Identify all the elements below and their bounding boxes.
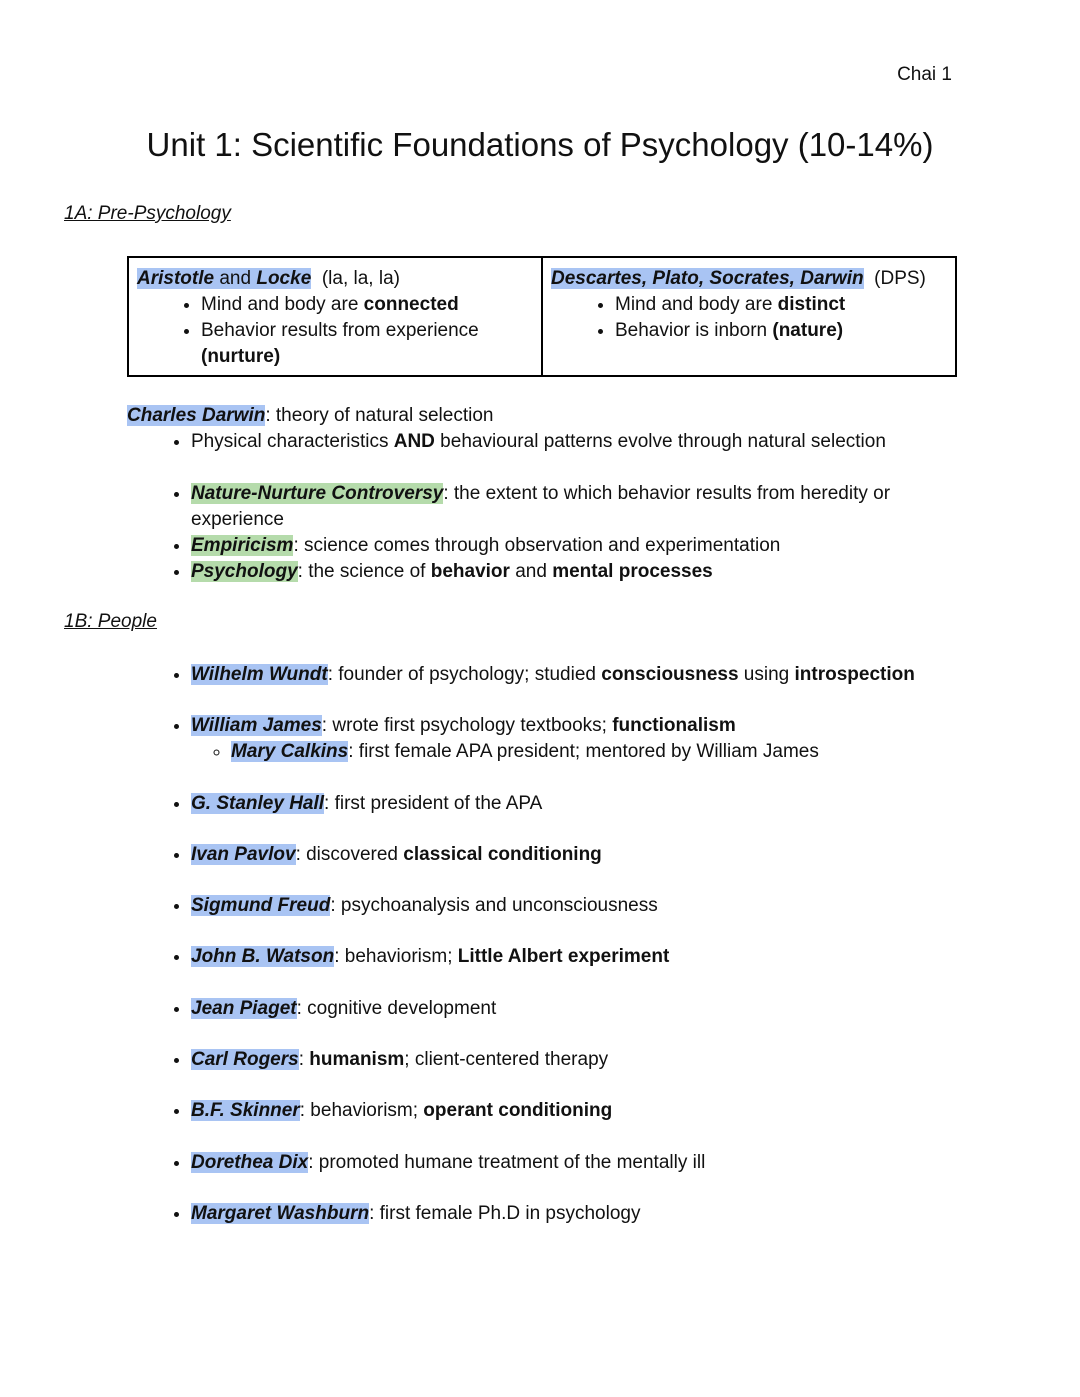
list-item-wundt: • Wilhelm Wundt: founder of psychology; studied consciousness using introspection	[191, 662, 1071, 688]
table-cell-aristotle-locke	[129, 258, 541, 375]
list-item-watson: • John B. Watson: behaviorism; Little Albert experiment	[191, 944, 1071, 970]
list-item-washburn: • Margaret Washburn: first female Ph.D in psychology	[191, 1201, 1071, 1227]
cell-tag: (DPS)	[863, 268, 926, 289]
list-item-piaget: • Jean Piaget: cognitive development	[191, 996, 1071, 1022]
list-item: • Behavior results from experience (nurture)	[201, 318, 533, 370]
cell-heading	[137, 266, 533, 292]
comparison-table	[127, 256, 957, 377]
list-item-skinner: • B.F. Skinner: behaviorism; operant conditioning	[191, 1098, 1071, 1124]
list-item-pavlov: • Ivan Pavlov: discovered classical conditioning	[191, 842, 1071, 868]
concepts-block	[127, 481, 977, 585]
section-heading-1a: 1A: Pre-Psychology	[64, 203, 231, 224]
people-list	[127, 662, 1071, 1252]
philosopher-names: Aristotle and Locke	[137, 268, 312, 289]
list-item-empiricism: • Empiricism: science comes through observation and experimentation	[191, 533, 977, 559]
list-item-psychology: • Psychology: the science of behavior and mental processes	[191, 559, 977, 585]
list-item-freud: • Sigmund Freud: psychoanalysis and unconsciousness	[191, 893, 1071, 919]
list-item: • Behavior is inborn (nature)	[615, 318, 947, 344]
cell-heading	[551, 266, 947, 292]
list-item-nature-nurture: • Nature-Nurture Controversy: the extent to which behavior results from heredity or experience	[191, 481, 977, 533]
list-item: • Physical characteristics AND behavioural patterns evolve through natural selection	[191, 429, 977, 455]
list-item: • Mind and body are connected	[201, 292, 533, 318]
table-cell-descartes-plato	[541, 258, 955, 375]
cell-tag: (la, la, la)	[311, 268, 400, 289]
section-heading-1b: 1B: People	[64, 611, 157, 632]
sub-list-item-calkins: ◦ Mary Calkins: first female APA president; mentored by William James	[231, 739, 1071, 765]
list-item-james: • William James: wrote first psychology textbooks; functionalism ◦ Mary Calkins: first female APA president; mentored by William James	[191, 713, 1071, 765]
cell-list	[551, 292, 947, 344]
philosopher-names: Descartes, Plato, Socrates, Darwin	[551, 268, 864, 289]
darwin-definition: Charles Darwin: theory of natural selection	[127, 405, 494, 426]
document-title: Unit 1: Scientific Foundations of Psychology (10-14%)	[146, 126, 934, 163]
list-item: • Mind and body are distinct	[615, 292, 947, 318]
list-item-dix: • Dorethea Dix: promoted humane treatment of the mentally ill	[191, 1150, 1071, 1176]
list-item-hall: • G. Stanley Hall: first president of the APA	[191, 791, 1071, 817]
page-header-label: Chai 1	[897, 64, 952, 85]
darwin-block	[127, 403, 977, 455]
cell-list	[137, 292, 533, 370]
list-item-rogers: • Carl Rogers: humanism; client-centered therapy	[191, 1047, 1071, 1073]
